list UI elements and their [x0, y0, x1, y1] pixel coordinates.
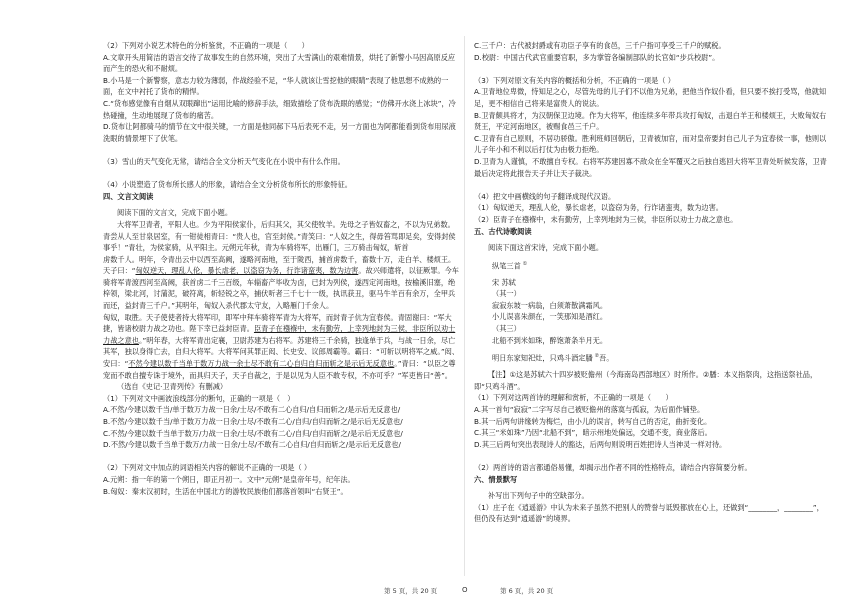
passage-paragraph-1: 大将军卫青者，平阳人也。少为平阳侯家仆，后归其父，其父使牧羊。先母之子皆奴畜之，不以为兄弟数。青尝从人至甘泉居室，有一钳徒相青曰：“贵人也，官至封侯。”青笑曰：“人奴之生，得毋笞骂即足矣，安得封侯事乎！”青壮，为侯家骑，从平阳主。元朔元年秋，青为车骑将军，出雁门，三万骑击匈奴，斩首: [103, 219, 456, 253]
option-c: C.不然/今建以数千当单于数万/力战一日余/士尽/不敢有二心/自归/自归而斩之/是示后无反意也/: [103, 428, 403, 438]
translation-item-2: （2）臣青子在襁褓中，未有勤劳，上幸列地封为三侯，非臣所以劝士力战之意也。: [474, 214, 738, 224]
question-1-heading: （1）下列对文中画波浪线部分的断句，正确的一项是（ ）: [103, 393, 295, 403]
option-b: B.卫青颇具将才，为汉朝保卫边境。作为大将军，他连续多年带兵攻打匈奴，击退白羊王和楼烦王，大败匈奴右贤王，平定河南地区，被赐食邑三千户。: [474, 110, 827, 132]
option-d: D.不然/今建以数千当单于数万/力战一日余/士尽/不敢有二心自归/自归而斩之/是示后无反意也/: [103, 440, 401, 450]
option-a: A.不然/今建以数千当/单于数万力战一日余/士尽/不敢有二心自归/自归而斩之/是示后无反意也/: [103, 405, 401, 415]
option-a: A.其一首句“寂寂”二字写尽自己被贬儋州的落寞与孤寂，为后面作铺垫。: [474, 405, 705, 414]
poem-title-text: 纵笔三首: [492, 261, 521, 271]
page-divider: [464, 36, 465, 576]
poem-title: [492, 259, 831, 272]
underlined-sentence-1: 匈奴逆天，理乱人伦，暴长虐老，以盗窃为务，行诈诸蛮夷，数为边害: [135, 266, 359, 276]
fill-in-question-1: （1）庄子在《逍遥游》中认为未来子虽然不把别人的赞誉与诋毁都放在心上，还做到“________，________”，但仍没有达到“逍遥游”的境界。: [474, 502, 824, 524]
section-6-heading: 六、情景默写: [474, 474, 518, 484]
right-page-column: [474, 40, 831, 525]
passage-text: 虏数千人。明年，令青出云中以西至高阙，遂略河南地，至于陇西，捕首虏数千，畜数十万，走白羊、楼烦王。天子曰：“: [103, 254, 456, 276]
question-4-heading: （4）把文中画横线的句子翻译成现代汉语。: [474, 191, 616, 201]
binding-circle-icon: O: [462, 586, 468, 594]
footnote-marker: ①: [522, 260, 528, 267]
option-c: C.三千户：古代被封爵或有功臣子享有的食邑，三千户指可享受三千户的赋税。: [474, 41, 726, 50]
section-intro: 阅读下面的文言文，完成下面小题。: [117, 208, 233, 218]
page-number-right: 第 6 页，共 20 页: [500, 587, 554, 595]
poem-part-label: （其一）: [492, 289, 521, 299]
option-b: B.小马是一个新警察，意志力较为薄弱，作战经验不足，“华人就该让雪挖他的眼睛”表现了他思想不成熟的一面，在文中衬托了货布的精悍。: [103, 75, 449, 97]
passage-source: （选自《史记·卫青列传》有删减）: [117, 382, 228, 392]
poem-line: 寂寂东坡一病翁，白须萧散满霜风。: [492, 300, 608, 310]
option-a: A.文章开头用简洁的语言交待了故事发生的自然环境，突出了大雪满山的艰难情景，烘托了新警小马因高原反应而产生的恐火和不耐烦。: [103, 52, 456, 74]
poem-line: 北船不到米如珠，醉饱萧条半月无。: [492, 335, 608, 345]
underlined-sentence-2: 臣青子在襁褓中，未有勤劳，上幸列地封为三侯，非臣所以劝士力战之意也: [103, 324, 456, 345]
option-b: B.不然/今建以数千当/单于数万力战一日余/士尽/不敢有二心/自归/自归而斩之/是示后无反意也/: [103, 417, 403, 426]
option-b: B.匈奴：秦末汉初时，生活在中国北方的游牧民族他们都落首领叫“右贤王”。: [103, 486, 348, 496]
option-c: C.其三“米如珠”乃因“北船不到”，暗示州地处偏远，交通不变，商业落后。: [474, 428, 712, 438]
translation-item-1: （1）匈奴逆天，理乱人伦，暴长虐老，以盗窃为务，行诈诸蛮夷，数为边害。: [474, 203, 723, 213]
passage-paragraph-3: [103, 312, 460, 382]
option-c: C.卫青有自己原则，不居功骄傲。胜利班师回朝后，卫青被加官，而对皇帝要封自己儿子为宜春侯一事，他则以儿子年小和不利以后打仗为由极力拒绝。: [474, 133, 827, 155]
poem-line: [492, 351, 831, 364]
poem-line: 小儿误喜朱颜在，一笑那知是酒红。: [492, 312, 608, 322]
question-5-2: （2）两首诗的语言都通俗易懂，却揭示出作者不同的性格特点，请结合内容简要分析。: [474, 462, 752, 472]
option-d: D.其三后两句突出表现诗人的豁达，后两句则说明百姓把诗人当神灵一样对待。: [474, 439, 727, 449]
poem-author: 宋 苏轼: [492, 277, 516, 287]
section-5-heading: 五、古代诗歌阅读: [474, 226, 532, 236]
question-3-heading: （3）下列对原文有关内容的概括和分析，不正确的一项是（ ）: [474, 75, 675, 85]
option-d: D.货布让阿都骑马的情节在文中很关键，一方面是他同郝下马后表死不走，另一方面也为阿都能看到货布用尿液洗眼的情景埋下了伏笔。: [103, 122, 456, 143]
section-4-heading: 四、文言文阅读: [103, 191, 154, 201]
question-3: （3）雪山的天气变化无常，请结合全文分析天气变化在小说中有什么作用。: [103, 156, 345, 166]
question-4: （4）小说塑造了货布所长感人的形象，请结合全文分析货布所长的形象特征。: [103, 180, 352, 190]
option-c: C.“货布感觉像有自烟从双眼蹿出”运用比喻的修辞手法，细致描绘了货布洗眼的感觉；“仿佛开水浇上冰块”，冷热碰撞，生动地展现了货布的痛苦。: [103, 98, 456, 120]
option-d: D.卫青为人谨慎，不敢擅自专权。右将军苏建因寡不敌众在全军覆灭之后独自逃回大将军卫青处听候发落，卫青最后决定将此报告天子并让天子裁决。: [474, 156, 827, 178]
poem-block: [474, 259, 831, 365]
passage-text: 。”明年春，大将军青出定襄，卫尉苏建为右将军。苏建将三千余骑，独逢单于兵，与战一日余，尽亡其军，独以身得亡去，自归大将军。大将军问其罪正闳、长史安、议郎周霸等。霸曰：“可斩以明将军之威。”闳、安曰：“: [103, 335, 460, 369]
passage-text: 匈奴，取胜。天子使使者持大将军印，即军中拜车骑将军青为大将军，而封青子伉为宜春侯。青固谢曰：“军大捷，皆诸校尉力战之功也。陛下幸已益封臣青。: [103, 312, 452, 334]
poem-part-label: （其三）: [492, 324, 521, 334]
poem-annotation: 【注】①这是苏轼六十四岁被贬儋州（今海南岛西部地区）时所作。②膰：本义指祭肉，这指送祭社品，即“只鸡斗酒”。: [474, 370, 818, 391]
poem-line-text: 明日东家知祀灶，只鸡斗酒定膰: [492, 353, 593, 363]
option-a: A.元朔：指一年的第一个朔日，即正月初一。文中“元朔”是皇帝年号，纪年法。: [103, 474, 355, 484]
section-intro: 补写出下列句子中的空缺部分。: [488, 491, 589, 501]
question-5-1-heading: （1）下列对这两首诗的理解和赏析，不正确的一项是（ ）: [474, 393, 673, 403]
page-number-left: 第 5 页，共 20 页: [384, 587, 438, 595]
poem-line-text: 吾。: [599, 353, 614, 363]
question-2b-heading: （2）下列对文中加点的词语相关内容的解说不正确的一项是（ ）: [103, 463, 312, 473]
passage-text: 。”青曰：“以臣之尊宠而不敢自擅专诛于境外，而具归天子，天子自裁之，于是以见为人臣不敢专权，不亦可乎？”军吏皆曰“善”。: [103, 359, 456, 380]
left-page-column: [103, 40, 460, 497]
wavy-line-sentence: 不然今建以数千当单于数万力战一余士尽不敢有二心自归自归而斩之是示后无反意也: [128, 359, 395, 369]
section-intro: 阅读下面这首宋诗，完成下面小题。: [488, 243, 604, 253]
option-d: D.校尉：中国古代武官重要官职，多为掌管各编制部队的长官如“步兵校尉”。: [474, 52, 720, 62]
option-b: B.其一后两句讲缘转为梅烂，由小儿的误言，转写自己的否定，曲折变化。: [474, 416, 712, 426]
passage-text: 。故兴师遣将，以征厥罪。今车骑将军青渡西河至高阙，获首虏二千三百级，车辎畜产毕收为卤，已封为列侯，遂西定河南地，按榆溪旧塞，绝梓领，梁北河，讨蒲泥，破符离，斩轻锐之卒，捕伏听者三千七十一级，执讯获丑，驱马牛羊百有余万，全甲兵而还，益封青三千户。”其明年，匈奴入杀代郡太守友，入略雁门千余人。: [103, 266, 459, 311]
question-2-heading: （2）下列对小说艺术特色的分析鉴赏，不正确的一项是（ ）: [103, 41, 309, 50]
footnote-marker: ②: [594, 353, 600, 360]
passage-paragraph-2: [103, 254, 460, 312]
option-a: A.卫青地位卑微，恃知足之心，尽管先母的儿子们不以他为兄弟，把他当作奴仆看，但只要不挨打受骂，他就知足，更不相信自己将来是富贵人的说法。: [474, 87, 827, 108]
